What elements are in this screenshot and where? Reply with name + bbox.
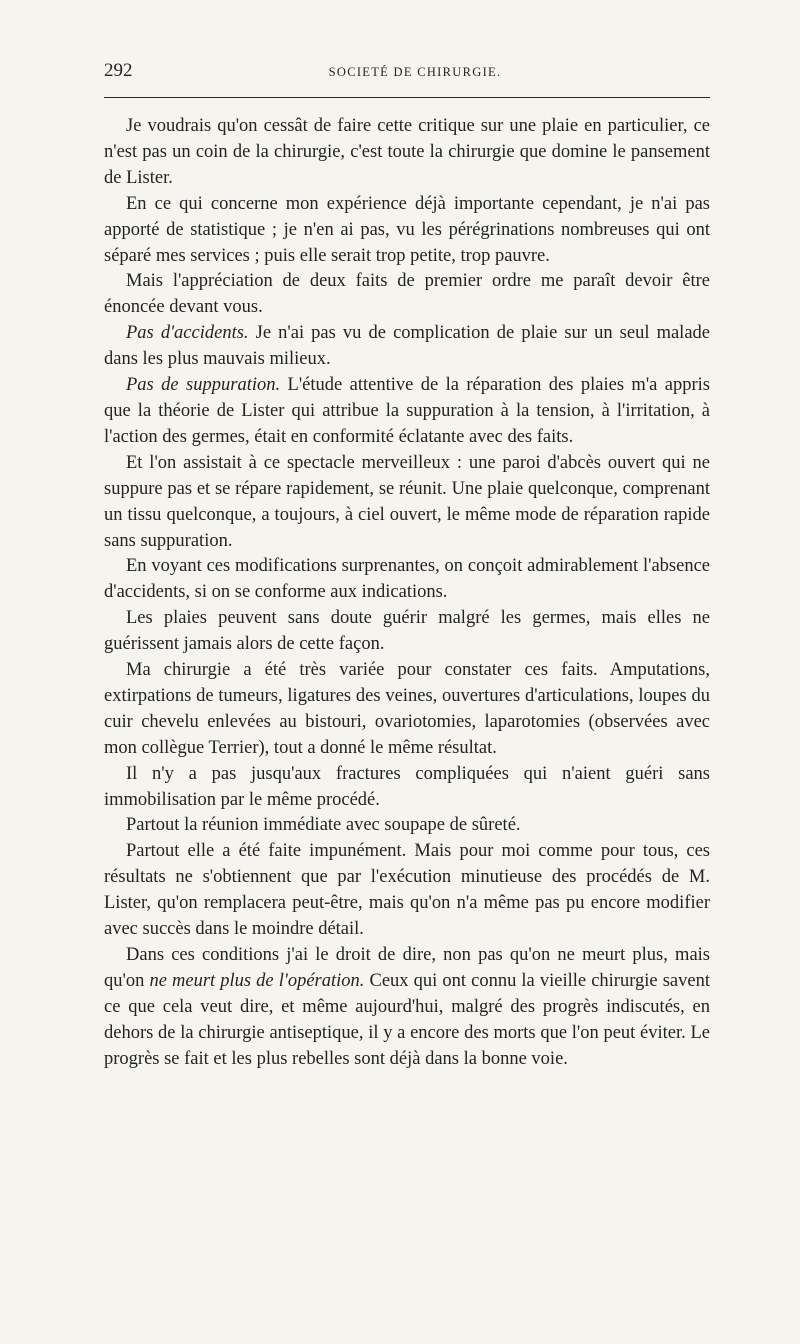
paragraph bbox=[104, 943, 710, 1073]
paragraph bbox=[104, 762, 710, 814]
paragraph bbox=[104, 554, 710, 606]
paragraph-lead: Pas d'accidents. bbox=[126, 323, 249, 344]
paragraph-text: Il n'y a pas jusqu'aux fractures compliquées qui n'aient guéri sans immobilisation par le même procédé. bbox=[104, 763, 710, 810]
paragraph bbox=[104, 192, 710, 270]
page-header bbox=[104, 60, 708, 86]
paragraph-text: En ce qui concerne mon expérience déjà importante cependant, je n'ai pas apporté de statistique ; je n'en ai pas, vu les pérégrinations nombreuses qui ont séparé mes services ; puis elle serait trop petite, trop pauvre. bbox=[104, 193, 710, 266]
body-text bbox=[104, 114, 710, 1073]
paragraph-text: En voyant ces modifications surprenantes, on conçoit admirablement l'absence d'accidents, si on se conforme aux indications. bbox=[104, 556, 710, 603]
paragraph bbox=[104, 114, 710, 192]
paragraph-lead: Pas de suppuration. bbox=[126, 375, 281, 396]
paragraph bbox=[104, 269, 710, 321]
paragraph bbox=[104, 321, 710, 373]
paragraph bbox=[104, 606, 710, 658]
header-rule bbox=[104, 97, 710, 98]
paragraph bbox=[104, 839, 710, 943]
paragraph-text: Ceux qui ont connu la vieille chirurgie savent ce que cela veut dire, et même aujourd'hui, malgré des progrès indiscutés, en dehors de la chirurgie antiseptique, il y a encore des morts que l'on peut éviter. Le progrès se fait et les plus rebelles sont déjà dans la bonne voie. bbox=[104, 970, 710, 1069]
paragraph bbox=[104, 451, 710, 555]
paragraph-text: Partout la réunion immédiate avec soupape de sûreté. bbox=[126, 815, 521, 836]
paragraph-text: L'étude attentive de la réparation des plaies m'a appris que la théorie de Lister qui attribue la suppuration à la tension, à l'irritation, à l'action des germes, était en conformité éclatante avec des faits. bbox=[104, 375, 710, 447]
page-number: 292 bbox=[104, 60, 133, 81]
paragraph-text: Je n'ai pas vu de complication de plaie sur un seul malade dans les plus mauvais milieux. bbox=[104, 323, 710, 370]
paragraph-text: Je voudrais qu'on cessât de faire cette critique sur une plaie en particulier, ce n'est pas un coin de la chirurgie, c'est toute la chirurgie que domine le pansement de Lister. bbox=[104, 116, 710, 188]
paragraph-text: Et l'on assistait à ce spectacle merveilleux : une paroi d'abcès ouvert qui ne suppure pas et se répare rapidement, se réunit. Une plaie quelconque, comprenant un tissu quelconque, a toujours, à ciel ouvert, le même mode de réparation rapide sans suppuration. bbox=[104, 452, 710, 551]
paragraph-text: Mais l'appréciation de deux faits de premier ordre me paraît devoir être énoncée devant vous. bbox=[104, 271, 710, 318]
paragraph-text: Ma chirurgie a été très variée pour constater ces faits. Amputations, extirpations de tumeurs, ligatures des veines, ouvertures d'articulations, loupes du cuir chevelu enlevées au bistouri, ovariotomies, laparotomies (observées avec mon collègue Terrier), tout a donné le même résultat. bbox=[104, 660, 710, 758]
paragraph bbox=[104, 658, 710, 762]
paragraph bbox=[104, 813, 710, 839]
paragraph-text: Dans ces conditions j'ai le droit de dire, non pas qu'on ne meurt plus, mais qu'on bbox=[104, 945, 710, 991]
paragraph bbox=[104, 373, 710, 451]
paragraph-text: Les plaies peuvent sans doute guérir malgré les germes, mais elles ne guérissent jamais alors de cette façon. bbox=[104, 608, 710, 655]
paragraph-emphasis: ne meurt plus de l'opération. bbox=[149, 970, 365, 991]
running-head: SOCIETÉ DE CHIRURGIE. bbox=[328, 65, 502, 79]
paragraph-text: Partout elle a été faite impunément. Mais pour moi comme pour tous, ces résultats ne s'obtiennent que par l'exécution minutieuse des procédés de M. Lister, qu'on remplacera peut-être, mais qu'on n'a même pas pu encore modifier avec succès dans le moindre détail. bbox=[104, 841, 710, 940]
